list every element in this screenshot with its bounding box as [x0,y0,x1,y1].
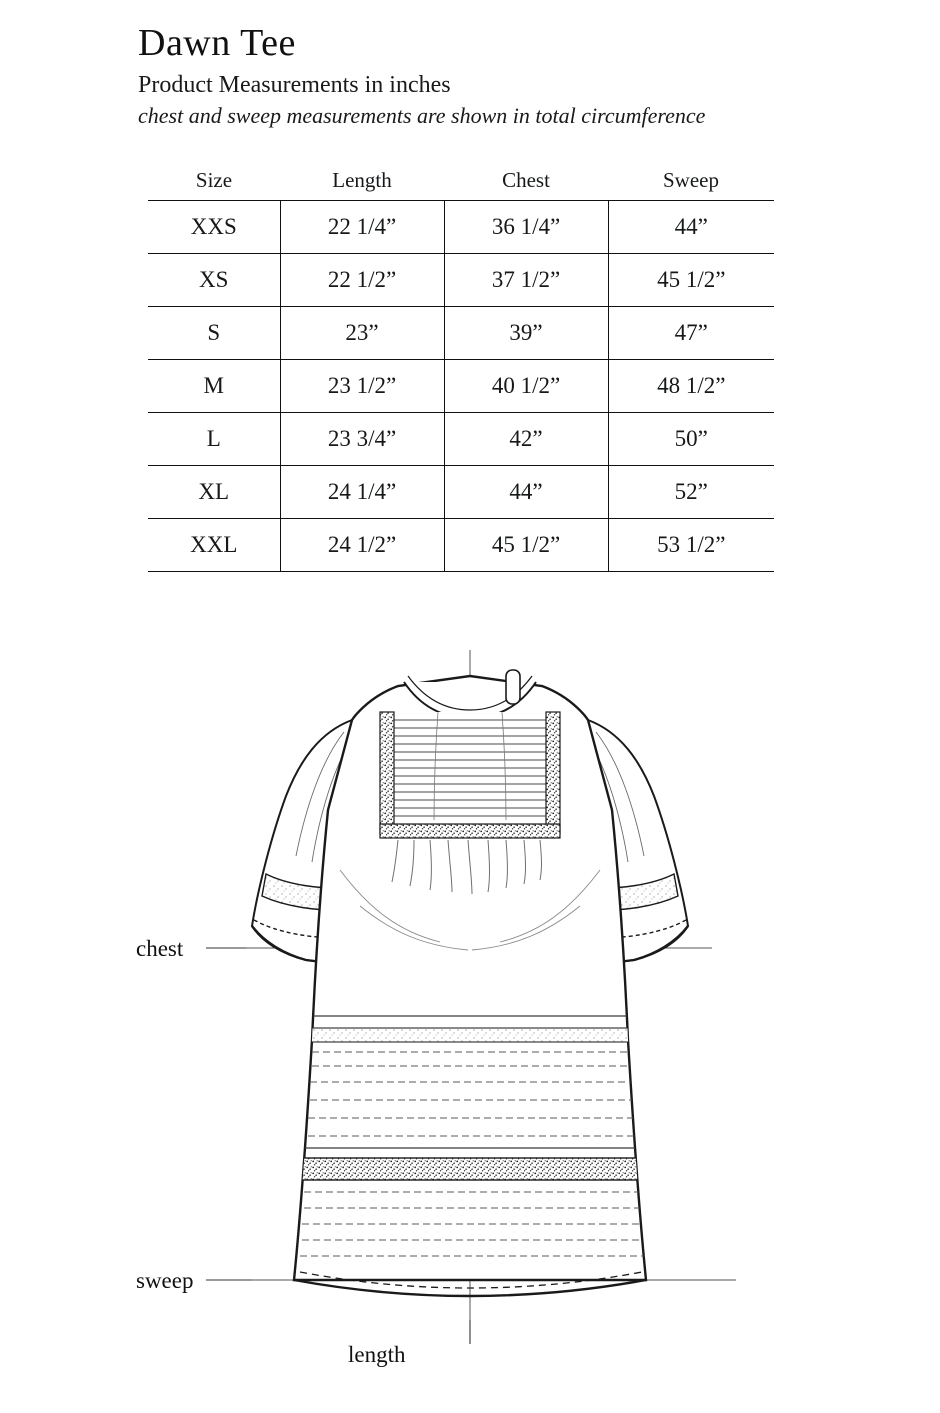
cell-size: XXL [148,519,280,572]
cell-chest: 39” [444,307,608,360]
chest-measurement-label: chest [136,936,184,961]
cell-chest: 40 1/2” [444,360,608,413]
page-title: Dawn Tee [138,22,296,64]
cell-size: S [148,307,280,360]
column-header-length: Length [280,160,444,201]
cell-sweep: 52” [608,466,774,519]
cell-length: 24 1/2” [280,519,444,572]
cell-size: XL [148,466,280,519]
cell-size: XXS [148,201,280,254]
cell-sweep: 53 1/2” [608,519,774,572]
cell-chest: 45 1/2” [444,519,608,572]
table-row [148,307,774,360]
cell-sweep: 50” [608,413,774,466]
garment-illustration [0,620,940,1408]
cell-length: 22 1/4” [280,201,444,254]
size-chart-table [148,160,774,572]
sweep-measurement-label: sweep [136,1268,194,1293]
table-row [148,360,774,413]
cell-sweep: 45 1/2” [608,254,774,307]
table-row [148,413,774,466]
table-body [148,201,774,572]
cell-length: 23” [280,307,444,360]
cell-size: L [148,413,280,466]
page-subtitle: Product Measurements in inches [138,71,451,98]
cell-length: 23 1/2” [280,360,444,413]
measurement-note: chest and sweep measurements are shown in total circumference [138,102,706,128]
table-row [148,254,774,307]
table-header [148,160,774,201]
column-header-size: Size [148,160,280,201]
cell-chest: 37 1/2” [444,254,608,307]
cell-length: 23 3/4” [280,413,444,466]
table-row [148,466,774,519]
table-header-row [148,160,774,201]
cell-chest: 42” [444,413,608,466]
cell-size: M [148,360,280,413]
cell-length: 24 1/4” [280,466,444,519]
column-header-chest: Chest [444,160,608,201]
cell-chest: 44” [444,466,608,519]
length-measurement-label: length [348,1342,406,1367]
cell-sweep: 48 1/2” [608,360,774,413]
yoke-stripes [386,712,554,832]
document-header [138,22,878,129]
column-header-sweep: Sweep [608,160,774,201]
table-row [148,519,774,572]
table-row [148,201,774,254]
cell-sweep: 44” [608,201,774,254]
cell-sweep: 47” [608,307,774,360]
size-chart-table-wrapper [148,160,774,572]
cell-size: XS [148,254,280,307]
cell-chest: 36 1/4” [444,201,608,254]
cell-length: 22 1/2” [280,254,444,307]
